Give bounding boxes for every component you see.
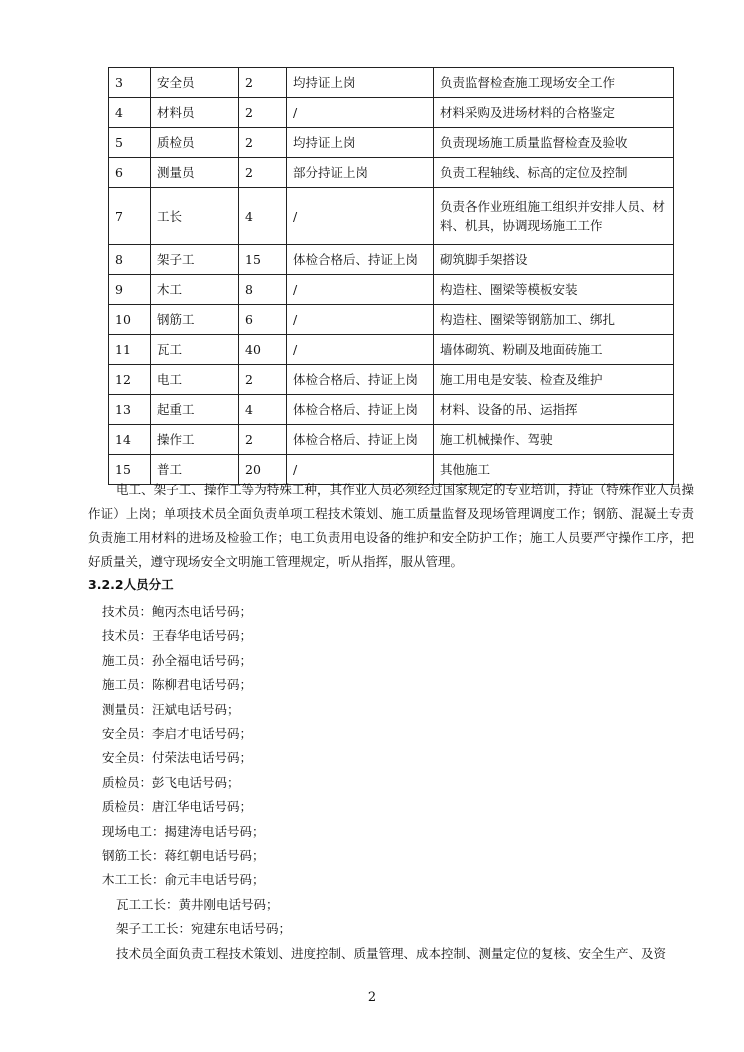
table-row bbox=[109, 365, 674, 395]
cell-number: 6 bbox=[109, 158, 151, 188]
cell-number: 5 bbox=[109, 128, 151, 158]
cell-post: 普工 bbox=[151, 455, 239, 485]
cell-duty: 其他施工 bbox=[434, 455, 674, 485]
table-row bbox=[109, 188, 674, 245]
cell-number: 12 bbox=[109, 365, 151, 395]
cell-certification: / bbox=[287, 98, 434, 128]
cell-post: 材料员 bbox=[151, 98, 239, 128]
cell-count: 2 bbox=[239, 365, 287, 395]
cell-post: 瓦工 bbox=[151, 335, 239, 365]
cell-post: 测量员 bbox=[151, 158, 239, 188]
cell-post: 架子工 bbox=[151, 245, 239, 275]
table-row bbox=[109, 275, 674, 305]
cell-count: 6 bbox=[239, 305, 287, 335]
list-item: 现场电工：揭建涛电话号码； bbox=[102, 823, 265, 839]
cell-certification: / bbox=[287, 305, 434, 335]
list-item: 测量员：汪斌电话号码； bbox=[102, 701, 240, 717]
cell-certification: 体检合格后、持证上岗 bbox=[287, 365, 434, 395]
cell-post: 工长 bbox=[151, 188, 239, 245]
cell-count: 2 bbox=[239, 98, 287, 128]
cell-number: 11 bbox=[109, 335, 151, 365]
cell-number: 15 bbox=[109, 455, 151, 485]
list-item: 质检员：唐江华电话号码； bbox=[102, 799, 253, 815]
cell-certification: 均持证上岗 bbox=[287, 68, 434, 98]
table-row bbox=[109, 158, 674, 188]
table-row bbox=[109, 395, 674, 425]
cell-count: 20 bbox=[239, 455, 287, 485]
cell-count: 8 bbox=[239, 275, 287, 305]
section-heading: 3.2.2人员分工 bbox=[88, 577, 174, 592]
cell-duty: 负责监督检查施工现场安全工作 bbox=[434, 68, 674, 98]
list-item: 木工工长：俞元丰电话号码； bbox=[102, 872, 265, 888]
cell-post: 安全员 bbox=[151, 68, 239, 98]
cell-number: 10 bbox=[109, 305, 151, 335]
cell-certification: / bbox=[287, 335, 434, 365]
cell-count: 40 bbox=[239, 335, 287, 365]
cell-count: 4 bbox=[239, 188, 287, 245]
cell-duty: 施工用电是安装、检查及维护 bbox=[434, 365, 674, 395]
list-item: 钢筋工长：蒋红朝电话号码； bbox=[102, 847, 265, 863]
table-row bbox=[109, 305, 674, 335]
table-row bbox=[109, 245, 674, 275]
cell-duty: 负责现场施工质量监督检查及验收 bbox=[434, 128, 674, 158]
table-row bbox=[109, 425, 674, 455]
staff-table-body bbox=[109, 68, 674, 485]
cell-certification: 体检合格后、持证上岗 bbox=[287, 245, 434, 275]
list-item: 施工员：孙全福电话号码； bbox=[102, 652, 253, 668]
contact-list bbox=[102, 600, 291, 941]
cell-certification: / bbox=[287, 188, 434, 245]
cell-count: 2 bbox=[239, 68, 287, 98]
cell-number: 3 bbox=[109, 68, 151, 98]
cell-count: 2 bbox=[239, 128, 287, 158]
cell-certification: 部分持证上岗 bbox=[287, 158, 434, 188]
cell-duty: 材料采购及进场材料的合格鉴定 bbox=[434, 98, 674, 128]
cell-number: 14 bbox=[109, 425, 151, 455]
special-trades-paragraph: 电工、架子工、操作工等为特殊工种，其作业人员必须经过国家规定的专业培训，持证（特殊作业人员操作证）上岗；单项技术员全面负责单项工程技术策划、施工质量监督及现场管理调度工作；钢筋、混凝土专责负责施工用材料的进场及检验工作；电工负责用电设备的维护和安全防护工作；施工人员要严守操作工序，把好质量关，遵守现场安全文明施工管理规定，听从指挥，服从管理。 bbox=[88, 482, 694, 569]
cell-duty: 砌筑脚手架搭设 bbox=[434, 245, 674, 275]
cell-post: 钢筋工 bbox=[151, 305, 239, 335]
list-item: 瓦工工长：黄井刚电话号码； bbox=[116, 896, 279, 912]
cell-duty: 墙体砌筑、粉刷及地面砖施工 bbox=[434, 335, 674, 365]
cell-post: 木工 bbox=[151, 275, 239, 305]
cell-duty: 负责工程轴线、标高的定位及控制 bbox=[434, 158, 674, 188]
cell-post: 起重工 bbox=[151, 395, 239, 425]
cell-count: 2 bbox=[239, 425, 287, 455]
responsibility-paragraph: 技术员全面负责工程技术策划、进度控制、质量管理、成本控制、测量定位的复核、安全生产、及资 bbox=[116, 946, 667, 961]
cell-certification: 均持证上岗 bbox=[287, 128, 434, 158]
list-item: 技术员：王春华电话号码； bbox=[102, 628, 253, 644]
cell-number: 7 bbox=[109, 188, 151, 245]
cell-duty: 构造柱、圈梁等模板安装 bbox=[434, 275, 674, 305]
table-row bbox=[109, 98, 674, 128]
cell-count: 2 bbox=[239, 158, 287, 188]
list-item: 架子工工长：宛建东电话号码； bbox=[116, 921, 292, 937]
list-item: 施工员：陈柳君电话号码； bbox=[102, 677, 253, 693]
cell-number: 13 bbox=[109, 395, 151, 425]
cell-count: 4 bbox=[239, 395, 287, 425]
cell-duty: 施工机械操作、驾驶 bbox=[434, 425, 674, 455]
cell-duty: 负责各作业班组施工组织并安排人员、材料、机具，协调现场施工工作 bbox=[434, 188, 674, 245]
cell-certification: 体检合格后、持证上岗 bbox=[287, 395, 434, 425]
staff-table bbox=[108, 67, 674, 485]
list-item: 技术员：鲍丙杰电话号码； bbox=[102, 604, 253, 619]
cell-duty: 构造柱、圈梁等钢筋加工、绑扎 bbox=[434, 305, 674, 335]
cell-number: 9 bbox=[109, 275, 151, 305]
cell-duty: 材料、设备的吊、运指挥 bbox=[434, 395, 674, 425]
cell-number: 4 bbox=[109, 98, 151, 128]
page-number: 2 bbox=[367, 990, 377, 1005]
cell-count: 15 bbox=[239, 245, 287, 275]
cell-certification: / bbox=[287, 455, 434, 485]
cell-post: 电工 bbox=[151, 365, 239, 395]
cell-post: 质检员 bbox=[151, 128, 239, 158]
table-row bbox=[109, 335, 674, 365]
cell-certification: / bbox=[287, 275, 434, 305]
list-item: 安全员：李启才电话号码； bbox=[102, 725, 253, 741]
cell-number: 8 bbox=[109, 245, 151, 275]
table-row bbox=[109, 128, 674, 158]
table-row bbox=[109, 68, 674, 98]
cell-certification: 体检合格后、持证上岗 bbox=[287, 425, 434, 455]
list-item: 安全员：付荣法电话号码； bbox=[102, 750, 253, 766]
cell-post: 操作工 bbox=[151, 425, 239, 455]
list-item: 质检员：彭飞电话号码； bbox=[102, 774, 240, 790]
